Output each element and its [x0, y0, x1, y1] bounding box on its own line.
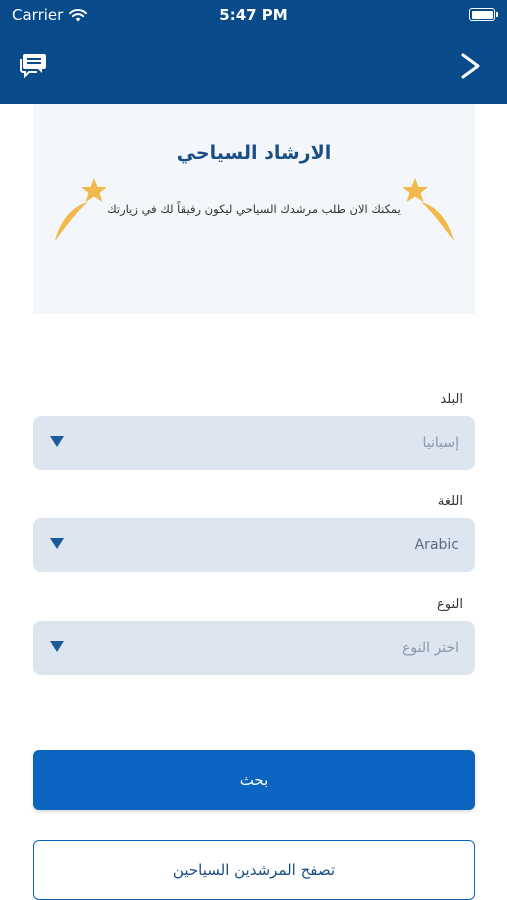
type-select[interactable]	[33, 621, 475, 675]
banner-title: الارشاد السياحي	[176, 142, 332, 164]
status-bar	[0, 0, 507, 32]
browse-guides-button[interactable]: تصفح المرشدين السياحين	[33, 840, 475, 900]
chat-button[interactable]	[18, 52, 48, 78]
carrier-label: Carrier	[12, 6, 64, 24]
country-value: إسبانيا	[422, 435, 459, 451]
status-time: 5:47 PM	[219, 6, 288, 24]
tour-guide-banner	[33, 104, 475, 314]
language-value: Arabic	[414, 537, 459, 553]
type-label: النوع	[437, 597, 463, 612]
dropdown-arrow-icon	[50, 538, 64, 549]
chevron-right-icon	[459, 52, 483, 80]
star-crescent-icon	[50, 176, 110, 246]
chat-bubbles-icon	[18, 52, 48, 78]
country-select[interactable]	[33, 416, 475, 470]
banner-subtitle: يمكنك الان طلب مرشدك السياحي ليكون رفيقاً لك في زيارتك	[107, 202, 401, 216]
battery-icon	[469, 8, 495, 21]
language-label: اللغة	[437, 494, 463, 509]
dropdown-arrow-icon	[50, 641, 64, 652]
star-crescent-icon	[399, 176, 459, 246]
type-value: اختر النوع	[402, 640, 459, 656]
search-button[interactable]: بحث	[33, 750, 475, 810]
country-label: البلد	[440, 392, 463, 407]
dropdown-arrow-icon	[50, 436, 64, 447]
language-select[interactable]	[33, 518, 475, 572]
forward-button[interactable]	[459, 52, 483, 80]
app-header	[0, 0, 507, 104]
